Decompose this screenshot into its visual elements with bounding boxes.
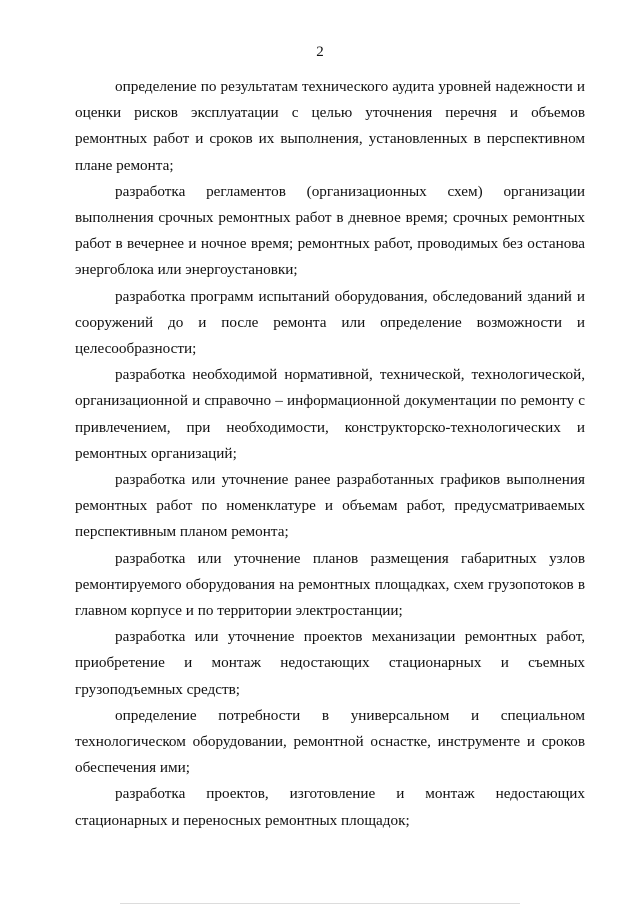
paragraph-urgent-repair-regulations: разработка регламентов (организационных схем) организации выполнения срочных ремонтных работ в дневное время; срочных ремонтных работ в вечернее и ночное время; ремонтных работ, проводимых без останова энергоблока или энергоустановки; bbox=[75, 182, 585, 279]
paragraph-equipment-needs: определение потребности в универсальном и специальном технологическом оборудовании, ремонтной оснастке, инструменте и сроков обеспечения ими; bbox=[75, 706, 585, 777]
page-number: 2 bbox=[316, 44, 324, 60]
paragraph-audit-risk-assessment: определение по результатам технического аудита уровней надежности и оценки рисков эксплуатации с целью уточнения перечня и объемов ремонтных работ и сроков их выполнения, установленных в перспективном плане ремонта; bbox=[75, 78, 585, 174]
paragraph-repair-platforms: разработка проектов, изготовление и монтаж недостающих стационарных и переносных ремонтных площадок; bbox=[75, 785, 585, 829]
paragraph-test-programs: разработка программ испытаний оборудования, обследований зданий и сооружений до и после ремонта или определение возможности и целесообразности; bbox=[75, 287, 585, 358]
document-body bbox=[75, 74, 585, 834]
paragraph-placement-plans: разработка или уточнение планов размещения габаритных узлов ремонтируемого оборудования на ремонтных площадках, схем грузопотоков в главном корпусе и по территории электростанции; bbox=[75, 549, 585, 620]
paragraph-mechanization-projects: разработка или уточнение проектов механизации ремонтных работ, приобретение и монтаж недостающих стационарных и съемных грузоподъемных средств; bbox=[75, 628, 585, 698]
paragraph-repair-documentation: разработка необходимой нормативной, технической, технологической, организационной и справочно – информационной документации по ремонту с привлечением, при необходимости, конструкторско-технологических и ремонтных организаций; bbox=[75, 366, 585, 462]
page-bottom-edge bbox=[120, 903, 520, 904]
paragraph-repair-schedules: разработка или уточнение ранее разработанных графиков выполнения ремонтных работ по номенклатуре и объемам работ, предусматриваемых перспективным планом ремонта; bbox=[75, 471, 585, 541]
